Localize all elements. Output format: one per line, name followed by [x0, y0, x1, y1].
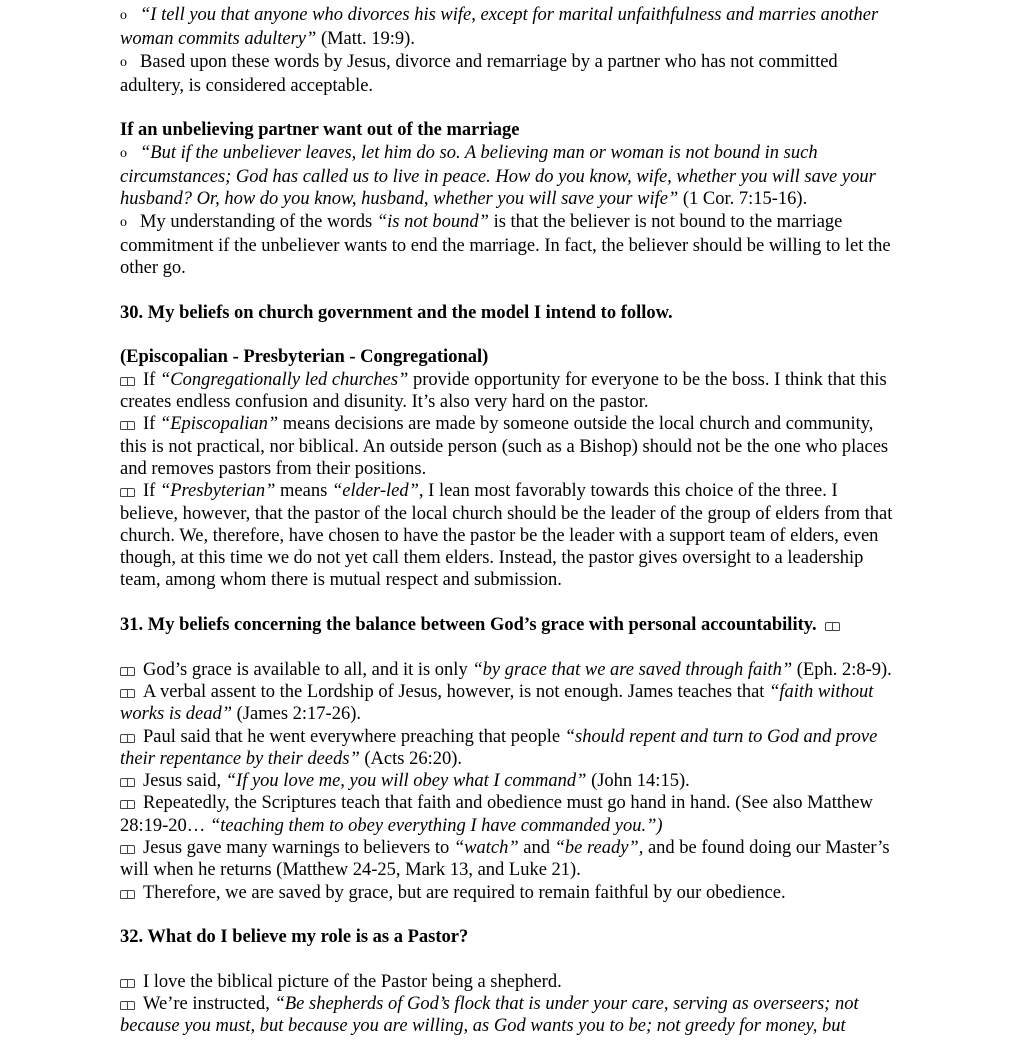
scripture-reference: (1 Cor. 7:15-16). — [678, 189, 808, 210]
heading-section-31: 31. My beliefs concerning the balance between God’s grace with personal accountability. — [120, 614, 900, 636]
heading-government-models: (Episcopalian - Presbyterian - Congregational) — [120, 347, 489, 368]
scripture-quote: “I tell you that anyone who divorces his wife, except for marital unfaithfulness and marries another woman commits adultery” — [120, 5, 879, 50]
heading-section-30: 30. My beliefs on church government and the model I intend to follow. — [120, 302, 673, 323]
quote-paragraph-cor — [120, 142, 900, 211]
circle-bullet: o — [120, 54, 127, 70]
book-icon — [120, 890, 135, 899]
paragraph-grace: God’s grace is available to all, and it is only “by grace that we are saved through faith” (Eph. 2:8-9). — [120, 659, 900, 681]
book-icon — [120, 667, 135, 676]
book-icon — [120, 488, 135, 497]
paragraph-saved-by-grace: Therefore, we are saved by grace, but are required to remain faithful by our obedience. — [120, 882, 900, 904]
book-icon — [120, 689, 135, 698]
paragraph-congregational: If “Congregationally led churches” provide opportunity for everyone to be the boss. I think that this creates endless confusion and disunity. It’s also very hard on the pastor. — [120, 369, 887, 413]
paragraph-paul-repent: Paul said that he went everywhere preaching that people “should repent and turn to God and prove their repentance by their deeds” (Acts 26:20). — [120, 726, 878, 769]
book-icon — [120, 800, 135, 809]
book-icon — [120, 377, 135, 386]
book-icon — [120, 778, 135, 787]
book-icon — [120, 1001, 135, 1010]
paragraph-jesus-obey: Jesus said, “If you love me, you will obey what I command” (John 14:15). — [120, 770, 900, 792]
paragraph-verbal-assent: A verbal assent to the Lordship of Jesus, however, is not enough. James teaches that “faith without works is dead” (James 2:17-26). — [120, 681, 874, 725]
scripture-quote: “But if the unbeliever leaves, let him do so. A believing man or woman is not bound in such circumstances; God has called us to live in peace. How do you know, wife, whether you will save your husband? Or, how do you know, husband, whether you will save your wife” — [120, 142, 876, 210]
circle-bullet: o — [120, 214, 127, 230]
paragraph-warnings: Jesus gave many warnings to believers to “watch” and “be ready”, and be found doing our Master’s will when he returns (Matthew 24-25, Mark 13, and Luke 21). — [120, 837, 890, 881]
paragraph-shepherd: I love the biblical picture of the Pastor being a shepherd. — [120, 971, 900, 993]
book-icon — [120, 979, 135, 988]
heading-unbelieving-partner: If an unbelieving partner want out of the marriage — [120, 120, 520, 141]
book-icon — [825, 622, 840, 631]
paragraph-instructed: We’re instructed, “Be shepherds of God’s flock that is under your care, serving as overseers; not because you must, but because you are willing, as God wants you to be; not greedy for money, but — [120, 994, 859, 1037]
paragraph-text: Based upon these words by Jesus, divorce and remarriage by a partner who has not committed adultery, is considered acceptable. — [120, 51, 838, 96]
paragraph-not-bound: o My understanding of the words “is not bound” is that the believer is not bound to the marriage commitment if the unbeliever wants to end the marriage. In fact, the believer should be willing to let the other go. — [120, 211, 891, 279]
quote-paragraph-matt — [120, 4, 900, 51]
circle-bullet: o — [120, 145, 127, 161]
book-icon — [120, 734, 135, 743]
scripture-reference: (Matt. 19:9). — [316, 29, 415, 50]
paragraph-episcopalian: If “Episcopalian” means decisions are made by someone outside the local church and community, this is not practical, nor biblical. An outside person (such as a Bishop) should not be the one who places and removes pastors from their positions. — [120, 414, 889, 479]
paragraph-faith-obedience: Repeatedly, the Scriptures teach that faith and obedience must go hand in hand. (See also Matthew 28:19-20… “teaching them to obey everything I have commanded you.”) — [120, 793, 873, 836]
book-icon — [120, 421, 135, 430]
circle-bullet: o — [120, 8, 127, 23]
heading-section-32: 32. What do I believe my role is as a Pastor? — [120, 927, 469, 948]
paragraph-divorce-acceptable — [120, 51, 900, 98]
paragraph-presbyterian: If “Presbyterian” means “elder-led”, I lean most favorably towards this choice of the three. I believe, however, that the pastor of the local church should be the leader of the group of elders from that church. We, therefore, have chosen to have the pastor be the leader with a support team of elders, even though, at this time we do not yet call them elders. Instead, the pastor gives oversight to a leadership team, among whom there is mutual respect and submission. — [120, 481, 893, 591]
book-icon — [120, 845, 135, 854]
document-page — [120, 4, 900, 1038]
